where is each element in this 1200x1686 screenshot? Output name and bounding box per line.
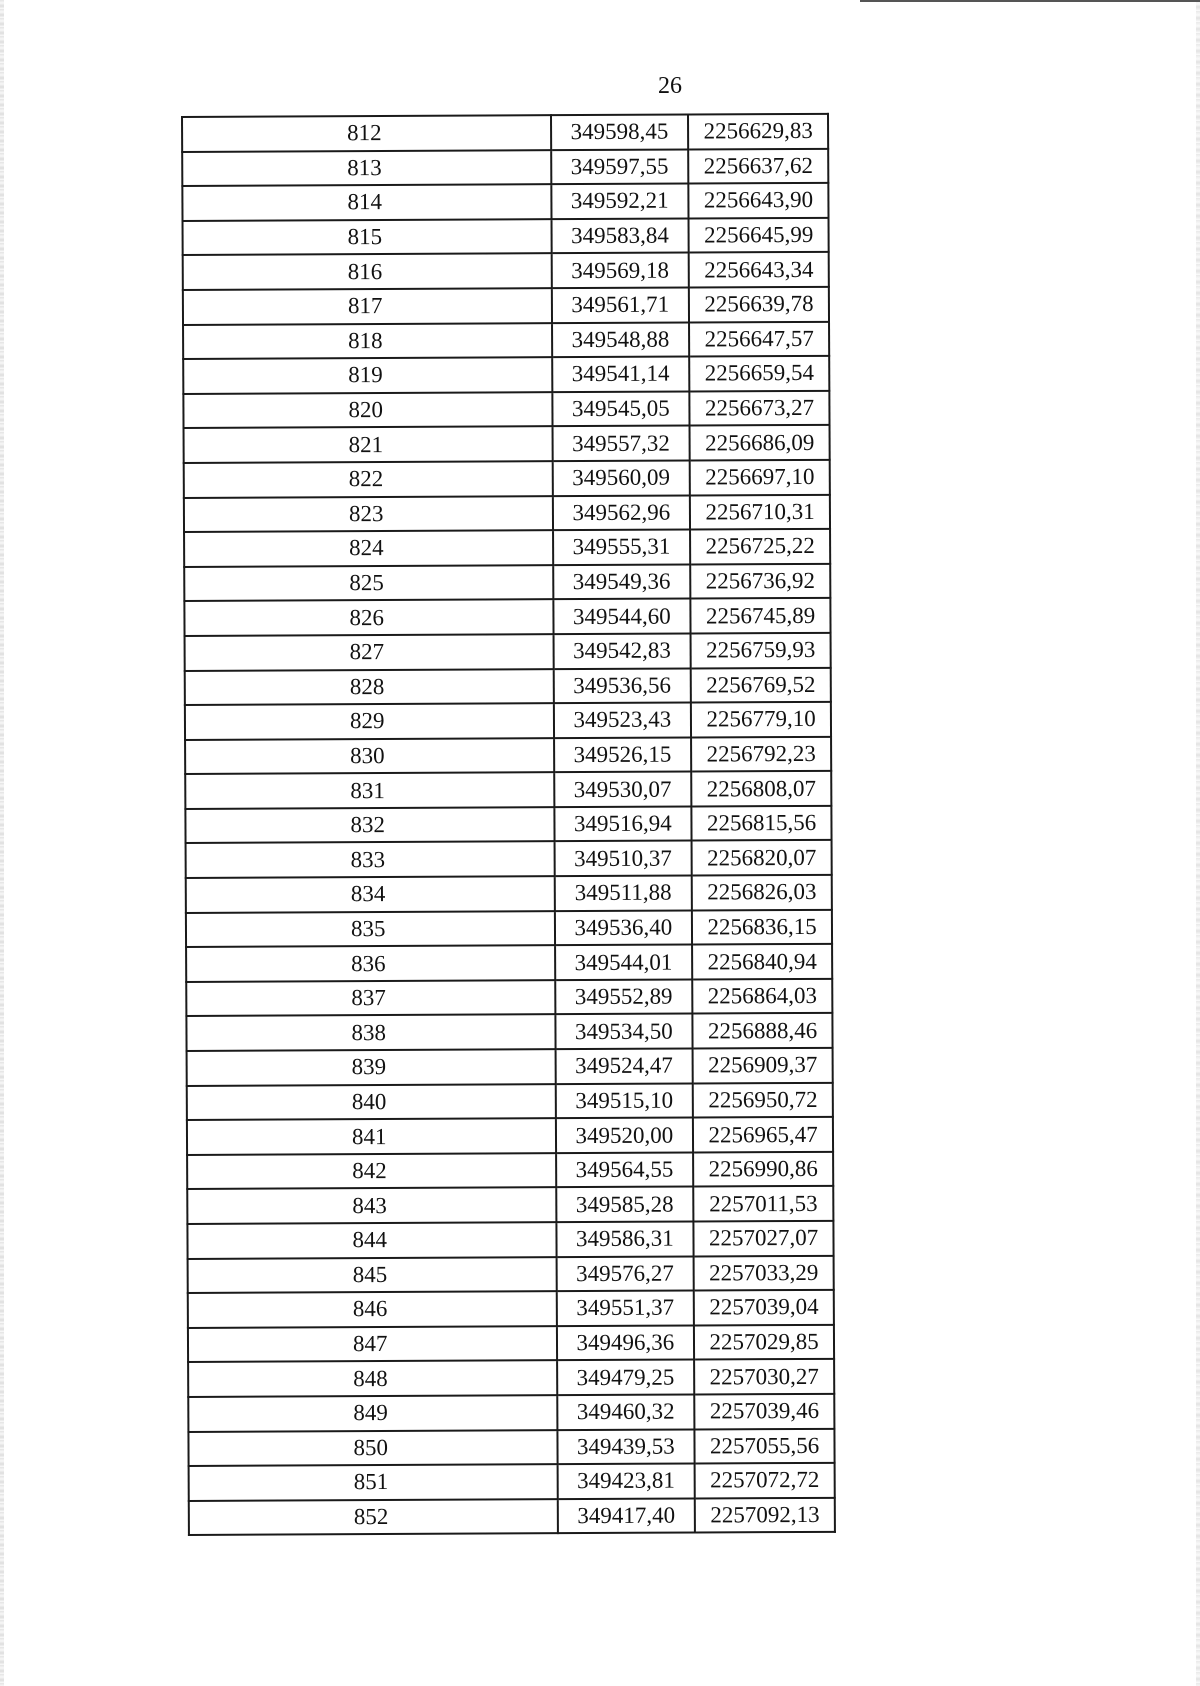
table-row — [189, 1463, 835, 1501]
x-coordinate-cell: 349542,83 — [553, 633, 691, 668]
y-coordinate-cell: 2256990,86 — [693, 1152, 833, 1187]
point-number-cell: 851 — [189, 1464, 558, 1500]
table-row — [182, 114, 828, 152]
x-coordinate-cell: 349496,36 — [556, 1325, 694, 1360]
x-coordinate-cell: 349598,45 — [551, 115, 689, 150]
y-coordinate-cell: 2256840,94 — [692, 944, 832, 979]
point-number-cell: 826 — [184, 600, 553, 636]
x-coordinate-cell: 349592,21 — [551, 184, 689, 219]
x-coordinate-cell: 349576,27 — [556, 1256, 694, 1291]
point-number-cell: 836 — [186, 945, 555, 981]
x-coordinate-cell: 349557,32 — [552, 426, 690, 461]
table-row — [188, 1394, 834, 1432]
y-coordinate-cell: 2256864,03 — [692, 979, 832, 1014]
point-number-cell: 817 — [183, 288, 552, 324]
x-coordinate-cell: 349523,43 — [553, 703, 691, 738]
point-number-cell: 833 — [186, 842, 555, 878]
y-coordinate-cell: 2257039,46 — [694, 1394, 834, 1429]
x-coordinate-cell: 349423,81 — [557, 1464, 695, 1499]
y-coordinate-cell: 2257039,04 — [694, 1290, 834, 1325]
table-row — [188, 1325, 834, 1363]
y-coordinate-cell: 2257029,85 — [694, 1325, 834, 1360]
table-row — [188, 1428, 834, 1466]
x-coordinate-cell: 349551,37 — [556, 1291, 694, 1326]
y-coordinate-cell: 2256697,10 — [690, 460, 830, 495]
table-row — [183, 356, 829, 394]
point-number-cell: 837 — [186, 980, 555, 1016]
point-number-cell: 813 — [182, 150, 551, 186]
table-row — [186, 1013, 832, 1051]
y-coordinate-cell: 2256888,46 — [693, 1013, 833, 1048]
x-coordinate-cell: 349460,32 — [557, 1394, 695, 1429]
table-row — [189, 1498, 835, 1536]
x-coordinate-cell: 349555,31 — [553, 530, 691, 565]
point-number-cell: 825 — [184, 565, 553, 601]
x-coordinate-cell: 349569,18 — [551, 253, 689, 288]
point-number-cell: 824 — [184, 530, 553, 566]
y-coordinate-cell: 2256779,10 — [691, 702, 831, 737]
point-number-cell: 841 — [187, 1118, 556, 1154]
table-row — [183, 391, 829, 429]
point-number-cell: 842 — [187, 1153, 556, 1189]
table-row — [186, 979, 832, 1017]
point-number-cell: 823 — [184, 496, 553, 532]
x-coordinate-cell: 349439,53 — [557, 1429, 695, 1464]
y-coordinate-cell: 2256647,57 — [689, 321, 829, 356]
point-number-cell: 848 — [188, 1361, 557, 1397]
point-number-cell: 847 — [188, 1326, 557, 1362]
table-row — [185, 771, 831, 809]
y-coordinate-cell: 2256965,47 — [693, 1117, 833, 1152]
point-number-cell: 821 — [184, 427, 553, 463]
y-coordinate-cell: 2256815,56 — [692, 806, 832, 841]
y-coordinate-cell: 2256808,07 — [691, 771, 831, 806]
table-row — [182, 148, 828, 186]
x-coordinate-cell: 349479,25 — [557, 1360, 695, 1395]
page-number: 26 — [658, 73, 682, 99]
x-coordinate-cell: 349524,47 — [555, 1049, 693, 1084]
table-row — [185, 702, 831, 740]
y-coordinate-cell: 2256826,03 — [692, 875, 832, 910]
y-coordinate-cell: 2256637,62 — [688, 148, 828, 183]
y-coordinate-cell: 2256686,09 — [690, 425, 830, 460]
table-row — [182, 183, 828, 221]
x-coordinate-cell: 349552,89 — [555, 979, 693, 1014]
x-coordinate-cell: 349541,14 — [552, 357, 690, 392]
point-number-cell: 830 — [185, 738, 554, 774]
point-number-cell: 839 — [187, 1049, 556, 1085]
table-row — [184, 564, 830, 602]
table-row — [185, 633, 831, 671]
x-coordinate-cell: 349534,50 — [555, 1014, 693, 1049]
point-number-cell: 812 — [182, 115, 551, 151]
y-coordinate-cell: 2257030,27 — [694, 1359, 834, 1394]
x-coordinate-cell: 349536,40 — [554, 910, 692, 945]
table-row — [187, 1152, 833, 1190]
x-coordinate-cell: 349560,09 — [552, 460, 690, 495]
x-coordinate-cell: 349544,60 — [553, 599, 691, 634]
point-number-cell: 850 — [188, 1430, 557, 1466]
point-number-cell: 852 — [189, 1499, 558, 1535]
x-coordinate-cell: 349561,71 — [551, 287, 689, 322]
point-number-cell: 829 — [185, 703, 554, 739]
table-row — [183, 321, 829, 359]
x-coordinate-cell: 349544,01 — [555, 945, 693, 980]
y-coordinate-cell: 2257072,72 — [695, 1463, 835, 1498]
point-number-cell: 843 — [187, 1188, 556, 1224]
point-number-cell: 845 — [188, 1257, 557, 1293]
x-coordinate-cell: 349536,56 — [553, 668, 691, 703]
coordinates-table-body — [182, 114, 835, 1535]
x-coordinate-cell: 349586,31 — [556, 1222, 694, 1257]
point-number-cell: 820 — [183, 392, 552, 428]
table-row — [184, 460, 830, 498]
table-row — [185, 667, 831, 705]
point-number-cell: 834 — [186, 876, 555, 912]
x-coordinate-cell: 349583,84 — [551, 218, 689, 253]
x-coordinate-cell: 349511,88 — [554, 876, 692, 911]
table-row — [187, 1221, 833, 1259]
point-number-cell: 844 — [187, 1222, 556, 1258]
point-number-cell: 815 — [183, 219, 552, 255]
y-coordinate-cell: 2257055,56 — [695, 1428, 835, 1463]
table-row — [184, 529, 830, 567]
y-coordinate-cell: 2256645,99 — [689, 218, 829, 253]
y-coordinate-cell: 2257033,29 — [694, 1255, 834, 1290]
table-row — [185, 806, 831, 844]
y-coordinate-cell: 2256769,52 — [691, 667, 831, 702]
x-coordinate-cell: 349516,94 — [554, 806, 692, 841]
y-coordinate-cell: 2257092,13 — [695, 1498, 835, 1533]
y-coordinate-cell: 2256950,72 — [693, 1082, 833, 1117]
y-coordinate-cell: 2256643,34 — [689, 252, 829, 287]
table-row — [188, 1359, 834, 1397]
x-coordinate-cell: 349417,40 — [557, 1498, 695, 1533]
y-coordinate-cell: 2256629,83 — [688, 114, 828, 149]
x-coordinate-cell: 349564,55 — [556, 1152, 694, 1187]
table-row — [184, 598, 830, 636]
table-row — [187, 1186, 833, 1224]
point-number-cell: 818 — [183, 323, 552, 359]
coordinates-table — [181, 113, 836, 1536]
point-number-cell: 849 — [188, 1395, 557, 1431]
scan-edge-left — [0, 0, 4, 1686]
point-number-cell: 831 — [185, 772, 554, 808]
point-number-cell: 832 — [185, 807, 554, 843]
y-coordinate-cell: 2256673,27 — [690, 391, 830, 426]
table-row — [186, 840, 832, 878]
point-number-cell: 835 — [186, 911, 555, 947]
point-number-cell: 846 — [188, 1291, 557, 1327]
y-coordinate-cell: 2256836,15 — [692, 909, 832, 944]
table-row — [188, 1255, 834, 1293]
x-coordinate-cell: 349530,07 — [554, 772, 692, 807]
y-coordinate-cell: 2256792,23 — [691, 737, 831, 772]
y-coordinate-cell: 2257027,07 — [694, 1221, 834, 1256]
x-coordinate-cell: 349562,96 — [552, 495, 690, 530]
table-row — [185, 737, 831, 775]
x-coordinate-cell: 349520,00 — [555, 1118, 693, 1153]
y-coordinate-cell: 2256909,37 — [693, 1048, 833, 1083]
x-coordinate-cell: 349526,15 — [554, 737, 692, 772]
y-coordinate-cell: 2256643,90 — [689, 183, 829, 218]
point-number-cell: 828 — [185, 669, 554, 705]
x-coordinate-cell: 349597,55 — [551, 149, 689, 184]
table-row — [188, 1290, 834, 1328]
top-rule — [860, 0, 1200, 2]
x-coordinate-cell: 349549,36 — [553, 564, 691, 599]
table-row — [186, 944, 832, 982]
y-coordinate-cell: 2257011,53 — [693, 1186, 833, 1221]
table-row — [187, 1048, 833, 1086]
table-row — [187, 1082, 833, 1120]
table-row — [183, 252, 829, 290]
point-number-cell: 840 — [187, 1084, 556, 1120]
y-coordinate-cell: 2256725,22 — [690, 529, 830, 564]
point-number-cell: 816 — [183, 254, 552, 290]
x-coordinate-cell: 349515,10 — [555, 1083, 693, 1118]
table-row — [187, 1117, 833, 1155]
x-coordinate-cell: 349545,05 — [552, 391, 690, 426]
y-coordinate-cell: 2256820,07 — [692, 840, 832, 875]
table-row — [186, 875, 832, 913]
x-coordinate-cell: 349585,28 — [556, 1187, 694, 1222]
x-coordinate-cell: 349510,37 — [554, 841, 692, 876]
y-coordinate-cell: 2256659,54 — [689, 356, 829, 391]
y-coordinate-cell: 2256745,89 — [691, 598, 831, 633]
table-row — [186, 909, 832, 947]
scan-edge-right — [1196, 0, 1200, 1686]
y-coordinate-cell: 2256759,93 — [691, 633, 831, 668]
point-number-cell: 822 — [184, 461, 553, 497]
y-coordinate-cell: 2256710,31 — [690, 494, 830, 529]
x-coordinate-cell: 349548,88 — [552, 322, 690, 357]
point-number-cell: 814 — [182, 184, 551, 220]
y-coordinate-cell: 2256736,92 — [690, 564, 830, 599]
table-row — [183, 218, 829, 256]
table-row — [184, 425, 830, 463]
point-number-cell: 827 — [185, 634, 554, 670]
table-row — [183, 287, 829, 325]
point-number-cell: 819 — [183, 357, 552, 393]
y-coordinate-cell: 2256639,78 — [689, 287, 829, 322]
point-number-cell: 838 — [186, 1015, 555, 1051]
table-row — [184, 494, 830, 532]
